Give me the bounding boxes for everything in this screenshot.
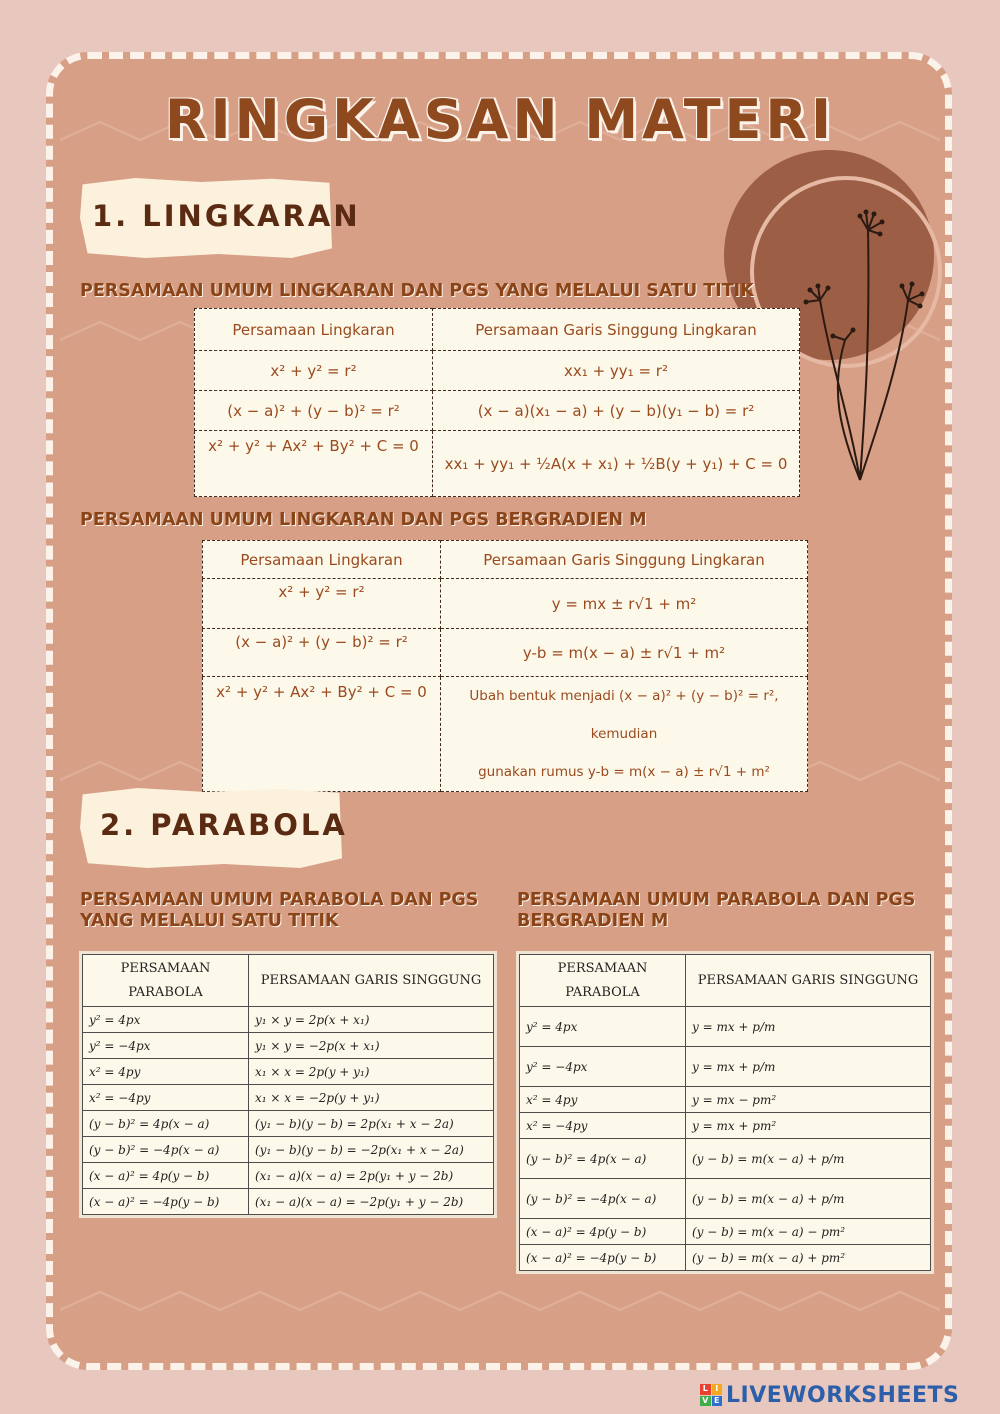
table-cell: xx₁ + yy₁ = r² (433, 351, 800, 391)
table1-header-right: Persamaan Garis Singgung Lingkaran (433, 309, 800, 351)
liveworksheets-logo-icon (700, 1384, 722, 1406)
table-cell: (y − b)² = 4p(x − a) (83, 1111, 249, 1137)
liveworksheets-logo[interactable] (700, 1382, 959, 1408)
table-cell: x² = −4py (83, 1085, 249, 1111)
section1-subtitle1: PERSAMAAN UMUM LINGKARAN DAN PGS YANG MELALUI SATU TITIK (80, 281, 754, 301)
table-cell: x² = 4py (83, 1059, 249, 1085)
parabola-right-header-left (520, 955, 686, 1007)
parabola-table-right (519, 954, 931, 1271)
table-cell: (x − a)² = 4p(y − b) (520, 1219, 686, 1245)
table-cell: y = mx + pm² (686, 1113, 931, 1139)
table-cell: (y₁ − b)(y − b) = −2p(x₁ + x − 2a) (249, 1137, 494, 1163)
table-cell: y₁ × y = 2p(x + x₁) (249, 1007, 494, 1033)
table-cell: x₁ × x = −2p(y + y₁) (249, 1085, 494, 1111)
parabola-right-header-right: PERSAMAAN GARIS SINGGUNG (686, 955, 931, 1007)
table-cell: (y₁ − b)(y − b) = 2p(x₁ + x − 2a) (249, 1111, 494, 1137)
table-cell: y² = −4px (520, 1047, 686, 1087)
table-cell-line2: gunakan rumus y-b = m(x − a) ± r√1 + m² (478, 764, 770, 780)
table-cell: (x − a)² = −4p(y − b) (520, 1245, 686, 1271)
table-cell: (x₁ − a)(x − a) = −2p(y₁ + y − 2b) (249, 1189, 494, 1215)
logo-letter: V (700, 1396, 711, 1407)
table-cell: x² + y² + Ax² + By² + C = 0 (195, 431, 433, 497)
liveworksheets-logo-text: LIVEWORKSHEETS (726, 1382, 960, 1408)
logo-letter: I (712, 1384, 723, 1395)
table-cell: y = mx ± r√1 + m² (441, 579, 808, 629)
table-cell: y = mx + p/m (686, 1007, 931, 1047)
table-cell: (y − b) = m(x − a) + p/m (686, 1139, 931, 1179)
table-cell: (y − b)² = −4p(x − a) (520, 1179, 686, 1219)
table-cell: (x − a)² + (y − b)² = r² (203, 629, 441, 677)
logo-letter: E (712, 1396, 723, 1407)
table-cell: (x₁ − a)(x − a) = 2p(y₁ + y − 2b) (249, 1163, 494, 1189)
table-cell (441, 677, 808, 792)
table-cell: x₁ × x = 2p(y + y₁) (249, 1059, 494, 1085)
table-cell: y = mx − pm² (686, 1087, 931, 1113)
parabola-table-left (82, 954, 494, 1215)
table-cell: (y − b) = m(x − a) + pm² (686, 1245, 931, 1271)
header-line: PARABOLA (565, 984, 640, 1000)
parabola-left-header-left (83, 955, 249, 1007)
table-cell: x² = −4py (520, 1113, 686, 1139)
table-cell: (y − b)² = −4p(x − a) (83, 1137, 249, 1163)
table-cell: y² = 4px (520, 1007, 686, 1047)
header-line: PERSAMAAN (120, 960, 211, 976)
table2-header-left: Persamaan Lingkaran (203, 541, 441, 579)
header-line: PERSAMAAN (557, 960, 648, 976)
table-cell: x² + y² = r² (195, 351, 433, 391)
table-cell: y² = −4px (83, 1033, 249, 1059)
section2-label: 2. PARABOLA (100, 808, 348, 842)
flower-illustration (790, 190, 950, 490)
table-cell: y² = 4px (83, 1007, 249, 1033)
table-cell: y = mx + p/m (686, 1047, 931, 1087)
table-cell: (x − a)(x₁ − a) + (y − b)(y₁ − b) = r² (433, 391, 800, 431)
table-cell: xx₁ + yy₁ + ½A(x + x₁) + ½B(y + y₁) + C = 0 (433, 431, 800, 497)
section2-subtitle-right: PERSAMAAN UMUM PARABOLA DAN PGS BERGRADIEN M (517, 890, 916, 931)
table-cell: x² + y² + Ax² + By² + C = 0 (203, 677, 441, 792)
table-cell: x² = 4py (520, 1087, 686, 1113)
parabola-left-header-right: PERSAMAAN GARIS SINGGUNG (249, 955, 494, 1007)
lingkaran-table-1 (194, 308, 800, 497)
table2-header-right: Persamaan Garis Singgung Lingkaran (441, 541, 808, 579)
header-line: PARABOLA (128, 984, 203, 1000)
logo-letter: L (700, 1384, 711, 1395)
page-title: RINGKASAN MATERI (164, 88, 836, 151)
table-cell: y-b = m(x − a) ± r√1 + m² (441, 629, 808, 677)
table-cell: (y − b)² = 4p(x − a) (520, 1139, 686, 1179)
section1-subtitle2: PERSAMAAN UMUM LINGKARAN DAN PGS BERGRADIEN M (80, 510, 647, 530)
table-cell-line1: Ubah bentuk menjadi (x − a)² + (y − b)² = r², kemudian (469, 688, 779, 742)
table-cell: (x − a)² + (y − b)² = r² (195, 391, 433, 431)
table-cell: (x − a)² = −4p(y − b) (83, 1189, 249, 1215)
table-cell: (y − b) = m(x − a) − pm² (686, 1219, 931, 1245)
table1-header-left: Persamaan Lingkaran (195, 309, 433, 351)
lingkaran-table-2 (202, 540, 808, 792)
table-cell: (x − a)² = 4p(y − b) (83, 1163, 249, 1189)
table-cell: x² + y² = r² (203, 579, 441, 629)
table-cell: (y − b) = m(x − a) + p/m (686, 1179, 931, 1219)
section2-subtitle-left: PERSAMAAN UMUM PARABOLA DAN PGS YANG MELALUI SATU TITIK (80, 890, 479, 931)
table-cell: y₁ × y = −2p(x + x₁) (249, 1033, 494, 1059)
section1-label: 1. LINGKARAN (92, 199, 361, 233)
